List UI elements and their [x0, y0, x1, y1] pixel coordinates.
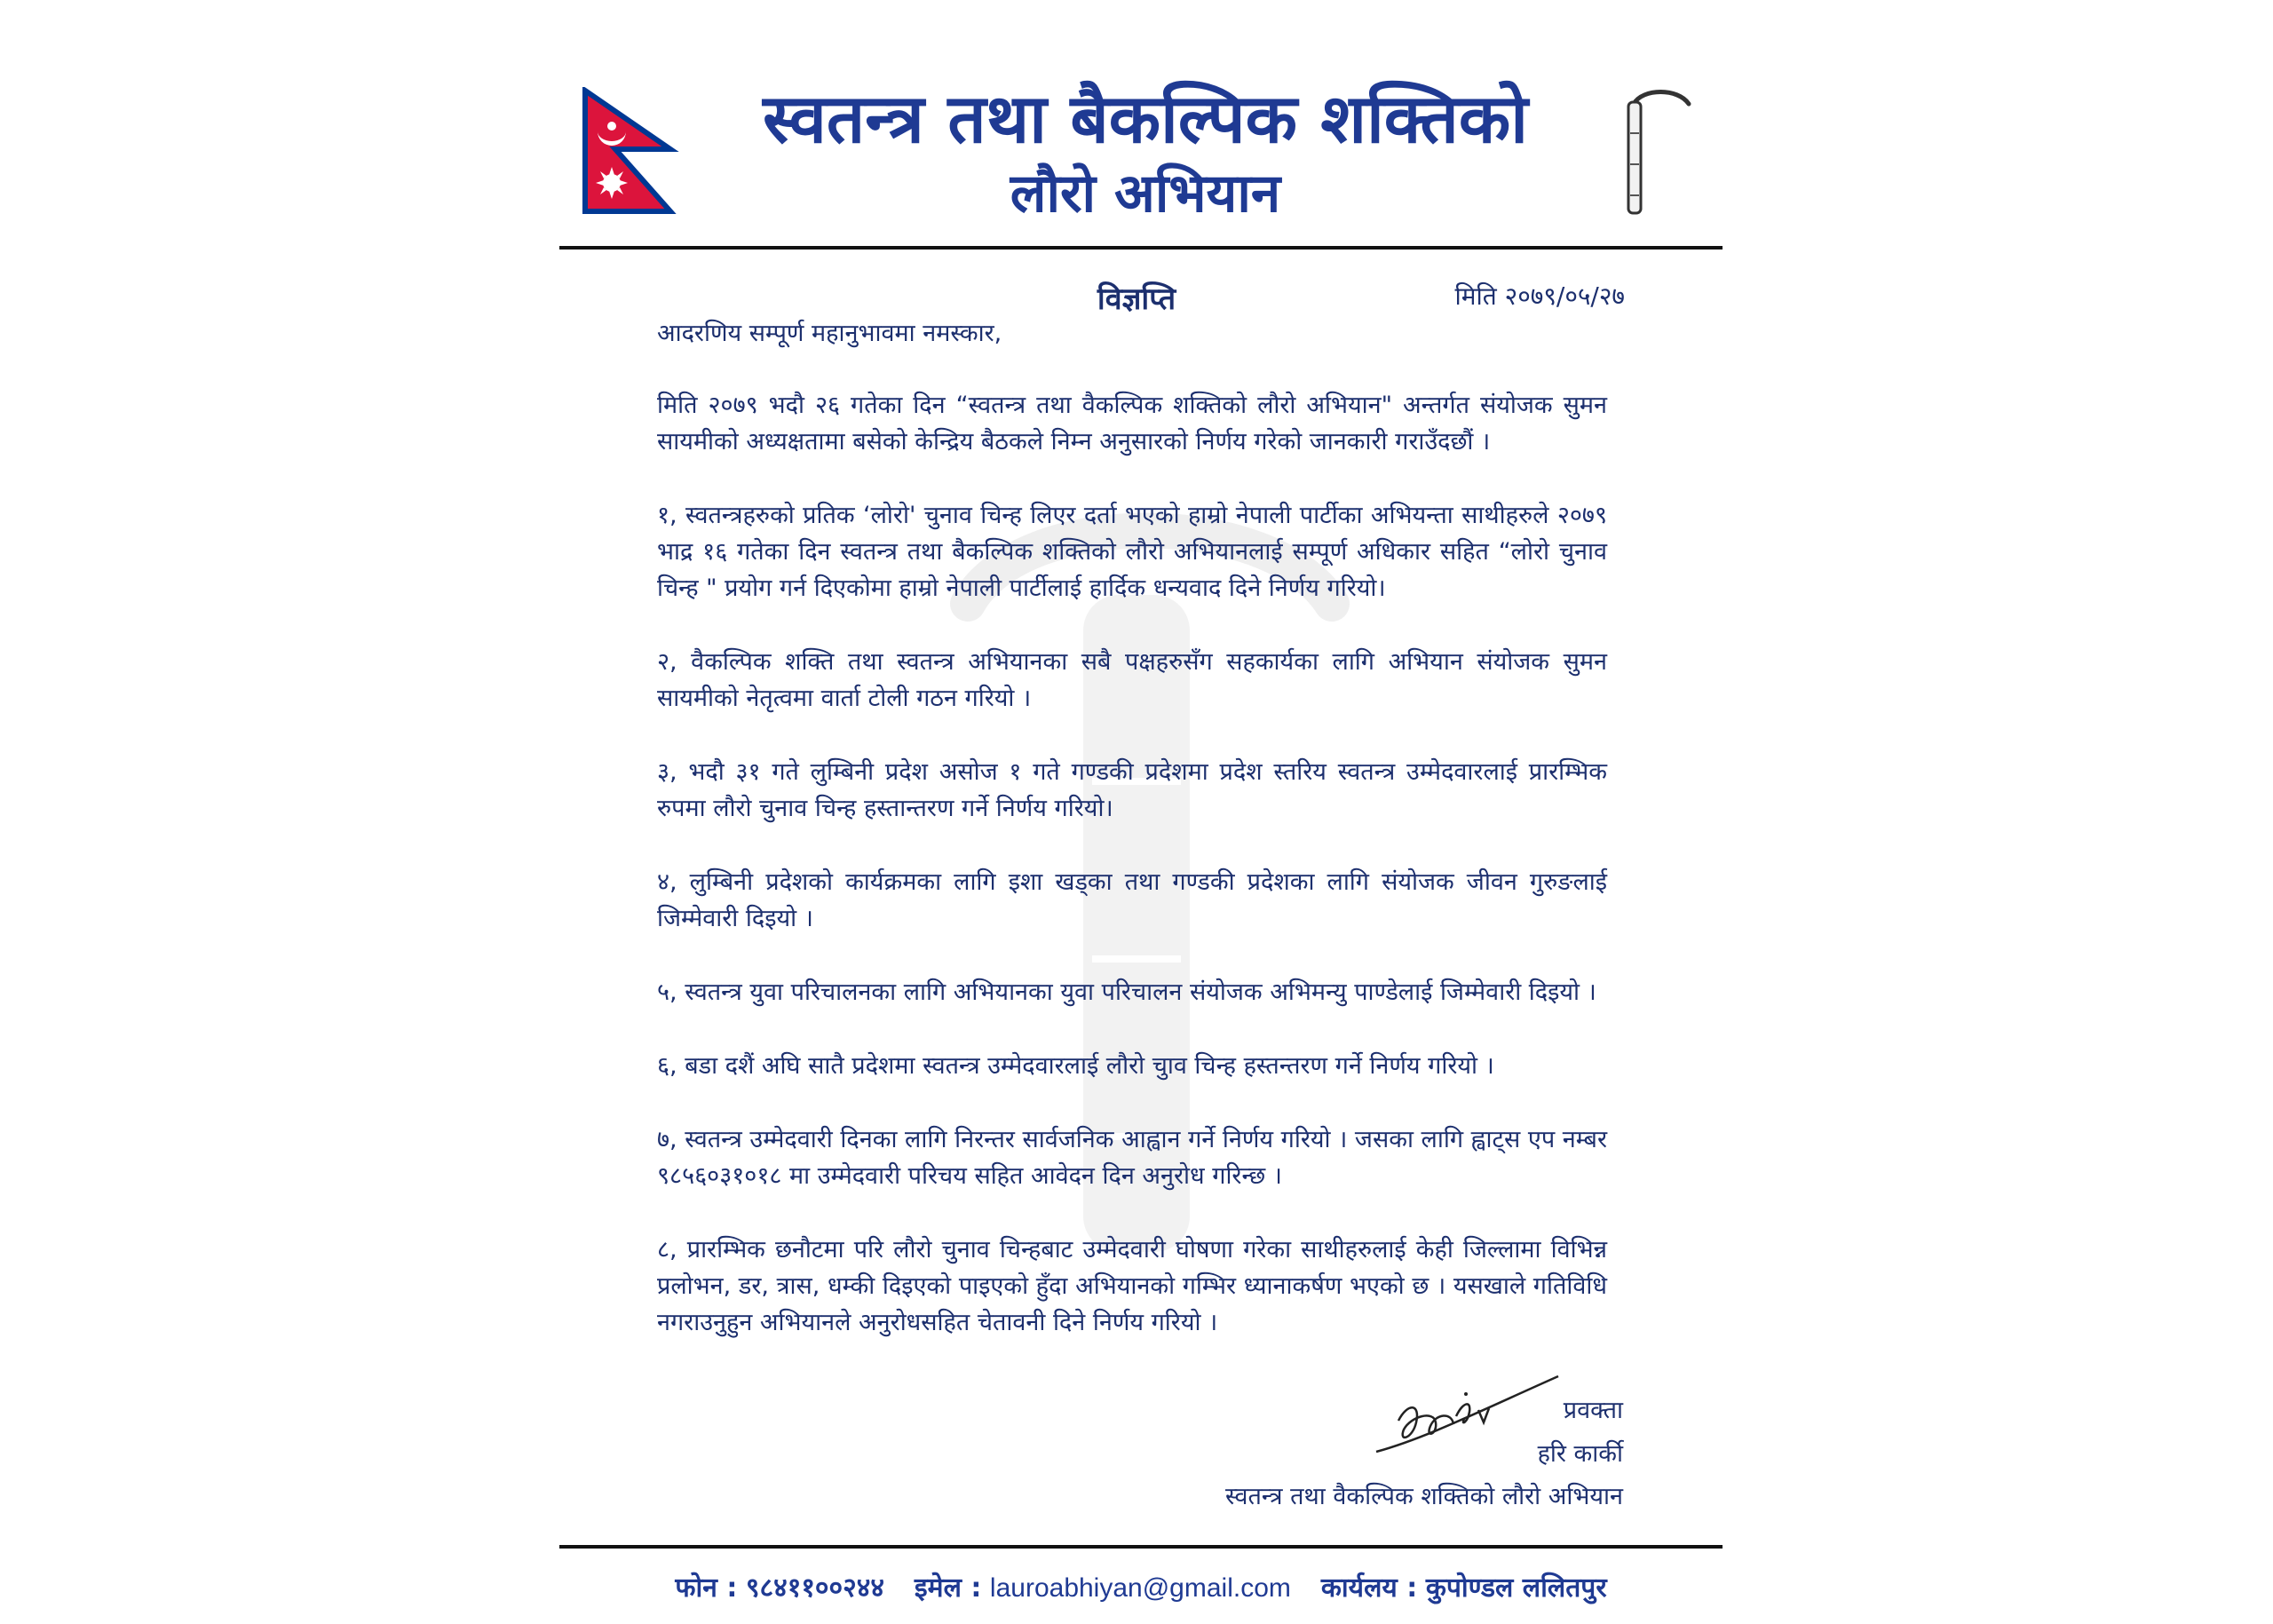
signatory-name: हरि कार्की: [1537, 1440, 1623, 1468]
decision-point-5: ५, स्वतन्त्र युवा परिचालनका लागि अभियानका युवा परिचालन संयोजक अभिमन्यु पाण्डेलाई जिम्मेवारी दिइयो ।: [657, 978, 1596, 1006]
org-title: स्वतन्त्र तथा बैकल्पिक शक्तिको: [763, 79, 1528, 158]
notice-title: विज्ञप्ति: [1097, 281, 1176, 317]
nepal-flag-icon: [582, 87, 679, 216]
phone-group: [675, 1568, 884, 1604]
decision-point-4: ४, लुम्बिनी प्रदेशको कार्यक्रमका लागि इशा खड्का तथा गण्डकी प्रदेशका लागि संयोजक जीवन गुरुङलाई जिम्मेवारी दिइयो ।: [657, 868, 1607, 932]
contact-footer: [559, 1568, 1723, 1604]
decision-point-6: ६, बडा दशैं अघि सातै प्रदेशमा स्वतन्त्र उम्मेदवारलाई लौरो चुाव चिन्ह हस्तन्तरण गर्ने निर्णय गरियो ।: [657, 1052, 1494, 1080]
walking-stick-icon: [1616, 84, 1696, 218]
notice-date: मिति २०७९/०५/२७: [1454, 281, 1625, 311]
decision-point-8: ८, प्रारम्भिक छनौटमा परि लौरो चुनाव चिन्हबाट उम्मेदवारी घोषणा गरेका साथीहरुलाई केही जिल्लामा विभिन्न प्रलोभन, डर, त्रास, धम्की दिइएको पाइएको हुँदा अभियानको गम्भिर ध्यानाकर्षण भएको छ । यसखाले गतिविधि नगराउनुहुन अभियानले अनुरोधसहित चेतावनी दिने निर्णय गरियो ।: [657, 1236, 1607, 1336]
phone-number: ९८४११००२४४: [745, 1573, 884, 1604]
signatory-organization: स्वतन्त्र तथा वैकल्पिक शक्तिको लौरो अभियान: [1224, 1483, 1623, 1510]
intro-paragraph: मिति २०७९ भदौ २६ गतेका दिन “स्वतन्त्र तथा वैकल्पिक शक्तिको लौरो अभियान" अन्तर्गत संयोजक सुमन सायमीको अध्यक्षतामा बसेको केन्द्रिय बैठकले निम्न अनुसारको निर्णय गरेको जानकारी गराउँदछौं ।: [657, 392, 1607, 456]
decision-point-3: ३, भदौ ३१ गते लुम्बिनी प्रदेश असोज १ गते गण्डकी प्रदेशमा प्रदेश स्तरिय स्वतन्त्र उम्मेदवारलाई प्रारम्भिक रुपमा लौरो चुनाव चिन्ह हस्तान्तरण गर्ने निर्णय गरियो।: [657, 758, 1607, 822]
office-label: कार्यलय :: [1320, 1573, 1418, 1604]
footer-divider: [559, 1545, 1723, 1549]
phone-label: फोन :: [675, 1573, 738, 1604]
office-address: कुपोण्डल ललितपुर: [1425, 1573, 1607, 1604]
org-subtitle: लौरो अभियान: [1010, 162, 1281, 225]
decision-point-2: २, वैकल्पिक शक्ति तथा स्वतन्त्र अभियानका सबै पक्षहरुसँग सहकार्यका लागि अभियान संयोजक सुमन सायमीको नेतृत्वमा वार्ता टोली गठन गरियो ।: [657, 648, 1607, 712]
email-label: इमेल :: [914, 1573, 982, 1604]
email-group: [915, 1568, 1291, 1604]
decision-point-1: १, स्वतन्त्रहरुको प्रतिक ‘लोरो' चुनाव चिन्ह लिएर दर्ता भएको हाम्रो नेपाली पार्टीका अभियन्ता साथीहरुले २०७९ भाद्र १६ गतेका दिन स्वतन्त्र तथा बैकल्पिक शक्तिको लौरो अभियानलाई सम्पूर्ण अधिकार सहित “लोरो चुनाव चिन्ह " प्रयोग गर्न दिएकोमा हाम्रो नेपाली पार्टीलाई हार्दिक धन्यवाद दिने निर्णय गरियो।: [657, 502, 1607, 602]
signatory-role: प्रवक्ता: [1563, 1397, 1623, 1424]
office-group: [1321, 1568, 1607, 1604]
greeting-line: आदरणिय सम्पूर्ण महानुभावमा नमस्कार,: [657, 320, 1002, 347]
decision-point-7: ७, स्वतन्त्र उम्मेदवारी दिनका लागि निरन्तर सार्वजनिक आह्वान गर्ने निर्णय गरियो । जसका लागि ह्वाट्स एप नम्बर ९८५६०३१०१८ मा उम्मेदवारी परिचय सहित आवेदन दिन अनुरोध गरिन्छ ।: [657, 1126, 1607, 1190]
header-divider: [559, 246, 1723, 250]
email-address: lauroabhiyan@gmail.com: [989, 1573, 1291, 1603]
notice-body: [657, 315, 1607, 1378]
